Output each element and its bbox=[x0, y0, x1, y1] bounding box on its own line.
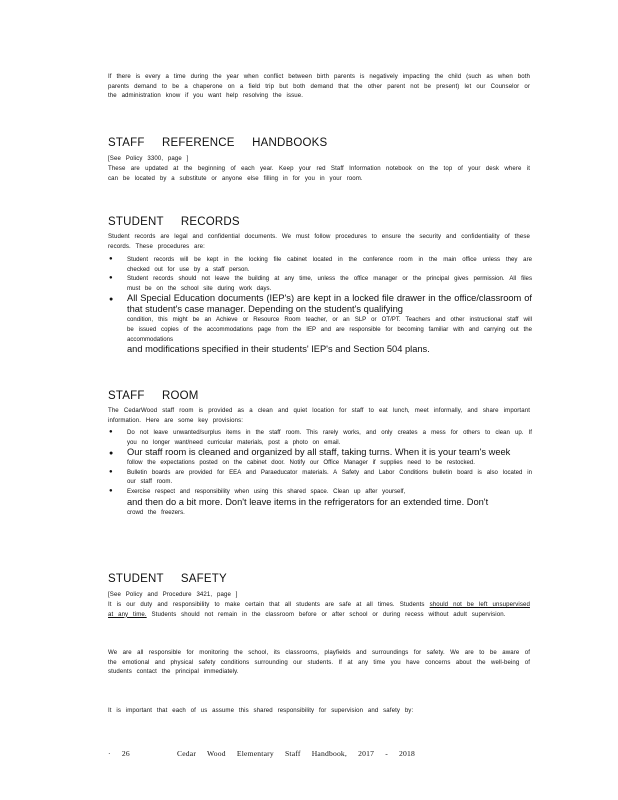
student-safety-heading: STUDENT SAFETY bbox=[108, 573, 227, 585]
student-safety-policy: [See Policy and Procedure 3421, page ] bbox=[108, 591, 238, 598]
list-item bbox=[108, 487, 532, 517]
student-safety-p1-tail: Students should not remain in the classroom before or after school or during recess without adult supervision. bbox=[151, 610, 506, 618]
student-safety-paragraph-1 bbox=[108, 600, 530, 619]
student-safety-p1-underlined: should not be left unsupervised at any time. bbox=[108, 601, 530, 618]
staff-room-bullet4-big: and then do a bit more. Don't leave items in the refrigerators for an extended time. Don't bbox=[127, 496, 489, 507]
staff-room-bullet4-small: Exercise respect and responsibility when using this shared space. Clean up after yourself, bbox=[127, 487, 406, 495]
list-item: ● Bulletin boards are provided for EEA and Paraeducator materials. A Safety and Labor Conditions bulletin board is also located in our staff room. bbox=[108, 468, 532, 487]
staff-reference-policy: [See Policy 3300, page ] bbox=[108, 155, 189, 162]
iep-bullet-lead: All Special Education documents (IEP's) are kept in a locked file drawer in the office/classroom of that student's case manager. Depending on the student's qualifying bbox=[127, 293, 532, 315]
staff-room-bullet2-small: follow the expectations posted on the cabinet door. Notify our Office Manager if supplies need to be restocked. bbox=[127, 459, 475, 467]
intro-paragraph: If there is every a time during the year when conflict between birth parents is negatively impacting the child (such as when both parents demand to be a chaperone on a field trip but both demand that the other parent not be present) let our Counselor or the administration know if you want help resolving the issue. bbox=[108, 73, 530, 100]
student-safety-p1-lead: It is our duty and responsibility to make certain that all students are safe at all times. Students bbox=[108, 601, 425, 608]
list-item bbox=[108, 447, 532, 468]
staff-room-list bbox=[108, 428, 532, 517]
student-records-intro: Student records are legal and confidential documents. We must follow procedures to ensure the security and confidentiality of these records. These procedures are: bbox=[108, 233, 530, 250]
list-item: ● Student records will be kept in the locking file cabinet located in the conference room in the main office unless they are checked out for use by a staff person. bbox=[108, 255, 532, 274]
list-item bbox=[108, 293, 532, 355]
iep-bullet-small: condition, this might be an Achieve or Resource Room teacher, or an SLP or OT/PT. Teachers and other instructional staff will be issued copies of the accommodations page from the IEP and are responsible for becoming familiar with and carrying out the accommodations bbox=[127, 316, 532, 343]
footer-title: Cedar Wood Elementary Staff Handbook, 2017 - 2018 bbox=[176, 749, 416, 758]
list-item: ● Student records should not leave the building at any time, unless the office manager or the principal gives permission. All files must be on the school site during work days. bbox=[108, 274, 532, 293]
list-item: ● Do not leave unwanted/surplus items in the staff room. This rarely works, and only creates a mess for others to clean up. If you no longer want/need curricular materials, post a photo on email. bbox=[108, 428, 532, 447]
staff-reference-paragraph: These are updated at the beginning of each year. Keep your red Staff Information notebook on the top of your desk where it can be located by a substitute or anyone else filling in for you in your room. bbox=[108, 165, 530, 182]
staff-room-bullet2-lead: Our staff room is cleaned and organized by all staff, taking turns. When it is your team's week bbox=[127, 447, 511, 458]
student-records-heading: STUDENT RECORDS bbox=[108, 216, 240, 228]
iep-bullet-tail: and modifications specified in their students' IEP's and Section 504 plans. bbox=[127, 344, 430, 355]
student-safety-paragraph-3: It is important that each of us assume this shared responsibility for supervision and safety by: bbox=[108, 707, 414, 714]
staff-room-intro: The CedarWood staff room is provided as a clean and quiet location for staff to eat lunch, meet informally, and share important information. Here are some key provisions: bbox=[108, 407, 530, 424]
staff-room-heading: STAFF ROOM bbox=[108, 390, 199, 402]
student-records-list bbox=[108, 255, 532, 355]
staff-reference-heading: STAFF REFERENCE HANDBOOKS bbox=[108, 137, 328, 149]
staff-room-bullet4-tail: crowd the freezers. bbox=[127, 508, 185, 516]
page-footer bbox=[108, 749, 415, 758]
student-safety-paragraph-2: We are all responsible for monitoring the school, its classrooms, playfields and surroundings for safety. We are to be aware of the emotional and physical safety conditions surrounding our students. If at any time you have concerns about the well-being of students contact the principal immediately. bbox=[108, 649, 530, 676]
page-number: · 26 bbox=[108, 749, 130, 758]
